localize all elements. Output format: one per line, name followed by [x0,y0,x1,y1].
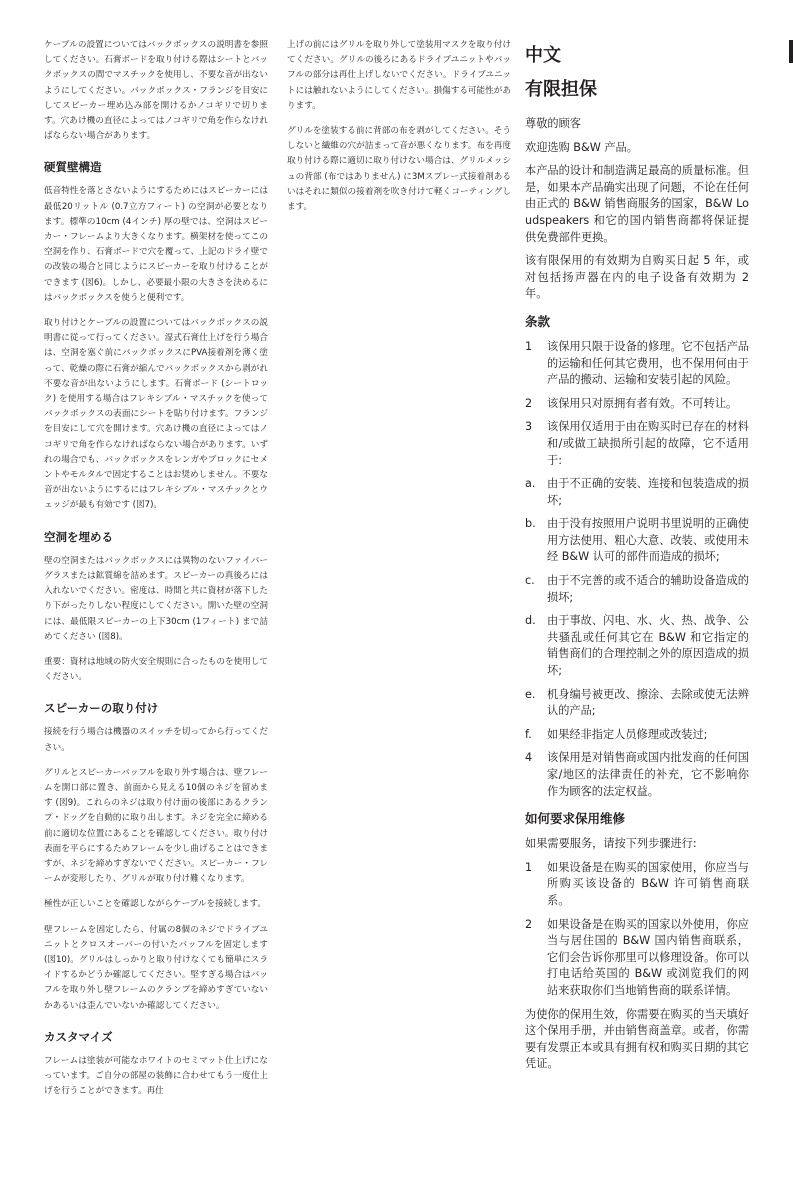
paragraph-fill-1: 壁の空洞またはバックボックスには異物のないファイバーグラスまたは鉱質綿を詰めます。スピーカーの真後ろには入れないでください。密度は、時間と共に資材が落下したり下がったりしない程度にしてください。開いた壁の空洞には、最低限スピーカーの上下30cm (1フィート) まで詰めてください (図8)。 [44,555,268,642]
list-item: 1 如果设备是在购买的国家使用，你应当与所购买该设备的 B&W 许可销售商联系。 [525,860,749,907]
paragraph-mount-2: グリルとスピーカーバッフルを取り外す場合は、壁フレームを開口部に置き、前面から見える10個のネジを留めます (図9)。これらのネジは取り付け面の後部にあるクランプ・ドッグを自動的に取り出します。ネジを完全に締める前に適切な位置にあることを確認してください。取り付け表面を平らにするためフレームを少し曲げることはできますが、ネジを締めすぎないでください。スピーカー・フレームが変形したり、グリルが取り付け難くなります。 [44,767,268,885]
heading-mount-speaker: スピーカーの取り付け [44,701,159,716]
paragraph-mount-1: 接続を行う場合は機器のスイッチを切ってから行ってください。 [44,727,268,753]
paragraph-mount-3: 極性が正しいことを確認しながらケーブルを接続します。 [44,899,266,910]
paragraph-greeting: 尊敬的顾客 [525,117,581,130]
list-item: 1 该保用只限于设备的修理。它不包括产品的运输和任何其它费用，也不保用何由于产品的搬动、运输和安装引起的风险。 [525,339,749,387]
paragraph-mount-4: 壁フレームを固定したら、付属の8個のネジでドライブユニットとクロスオーバーの付いたバッフルを固定します (図10)。グリルはしっかりと取り付けなくても簡単にスライドするかどうか確認してください。堅すぎる場合はバッフルを取り外し壁フレームのクランプを締めすぎていないかあるいは歪んでいないか確認してください。 [44,924,268,1011]
language-title: 中文 [525,45,561,66]
heading-solid-wall: 硬質壁構造 [44,160,102,175]
terms-list [525,339,749,800]
japanese-column-2 [287,38,511,225]
paragraph-final: 为使你的保用生效，你需要在购买的当天填好这个保用手册，并由销售商盖章。或者，你需要有发票正本或具有拥有权和购买日期的其它凭证。 [525,1007,749,1071]
list-item: c. 由于不完善的或不适合的辅助设备造成的损坏; [525,574,749,604]
list-item: b. 由于没有按照用户说明书里说明的正确使用方法使用、粗心大意、改装、或使用未经 B&W 认可的部件而造成的损坏; [525,517,749,564]
paragraph-solid-1: 低音特性を落とさないようにするためにはスピーカーには最低20リットル (0.7立方フィート) の空洞が必要となります。標準の10cm (4インチ) 厚の壁では、空洞はスピーカー・フレームより大きくなります。横架材を使ってこの空洞を作り、石膏ボードで穴を覆って、上記のドライ壁での改装の場合と同じようにスピーカーを取り付けることができます (図6)。しかし、必要最小限の大きさを決めるにはバックボックスを使うと便利です。 [44,186,268,303]
paragraph-period: 该有限保用的有效期为自购买日起 5 年，或对包括扬声器在内的电子设备有效期为 2 年。 [525,254,749,301]
list-item: f. 如果经非指定人员修理或改装过; [525,727,708,741]
paragraph-continued-1: 上げの前にはグリルを取り外して塗装用マスクを取り付けてください。グリルの後ろにあるドライブユニットやバッフルの部分は再仕上げしないでください。ドライブユニットには触れないようにしてください。損傷する可能性があります。 [287,40,511,111]
japanese-column-1 [44,38,268,1109]
paragraph-design: 本产品的设计和制造满足最高的质量标准。但是，如果本产品确实出现了问题，不论在任何由正式的 B&W 销售商服务的国家，B&W Loudspeakers 和它的国内销售商都将保证提供免费部件更换。 [525,164,749,244]
paragraph-continued-2: グリルを塗装する前に背部の布を剥がしてください。そうしないと繊維の穴が詰まって音が悪くなります。布を再度取り付ける際に適切に取り付けない場合は、グリルメッシュの背部 (布ではありません) に3Mスプレー式接着剤あるいはそれに類似の接着剤を吹き付けて軽くコーティングします。 [287,126,511,213]
paragraph-request: 如果需要服务，请按下列步骤进行: [525,837,697,851]
paragraph-welcome: 欢迎选购 B&W 产品。 [525,140,638,154]
list-item: 2 如果设备是在购买的国家以外使用，你应当与居住国的 B&W 国内销售商联系，它们会告诉你那里可以修理设备。你可以打电话给英国的 B&W 或浏览我们的网站来获取你们当地销售商的联系详情。 [525,917,749,997]
steps-list [525,860,749,1000]
list-item: a. 由于不正确的安装、连接和包装造成的损坏; [525,477,749,507]
list-item: 2 该保用只对原拥有者有效。不可转让。 [525,396,738,410]
paragraph-solid-2: 取り付けとケーブルの設置についてはバックボックスの説明書に従って行ってください。湿式石膏仕上げを行う場合は、空洞を塞ぐ前にバックボックスにPVA接着剤を薄く塗って、乾燥の際に石膏が縮んでバックボックスから剥がれ不要な音が出ないようにします。石膏ボード (シートロック) を使用する場合はフレキシブル・マスチックを使ってバックボックスの表面にシートを貼り付けます。フランジを目安にして穴を開けます。穴あけ機の直径によってはノコギリで角を作らなければならない場合があります。いずれの場合でも、バックボックスをレンガやブロックにセメントやモルタルで固定することはお奨めしません。不要な音が出ないようにするにはフレキシブル・マスチックとウェッジが最も有効です (図7)。 [44,318,268,511]
list-item: e. 机身编号被更改、擦涂、去除或使无法辨认的产品; [525,687,749,718]
paragraph-intro: ケーブルの設置についてはバックボックスの説明書を参照してください。石膏ボードを取り付ける際はシートとバックボックスの間でマスチックを使用し、不要な音が出ないようにしてください。バックボックス・フランジを目安にしてスピーカー埋め込み部を開けるかノコギリで切ります。穴あけ機の直径によってはノコギリで角を作らなければならない場合があります。 [44,40,268,142]
warranty-subtitle: 有限担保 [525,79,597,100]
heading-fill-cavity: 空洞を埋める [44,529,113,544]
list-item: d. 由于事故、闪电、水、火、热、战争、公共骚乱或任何其它在 B&W 和它指定的销售商们的合理控制之外的原因造成的损坏; [525,614,749,678]
heading-customize: カスタマイズ [44,1029,113,1044]
list-item: 4 该保用是对销售商或国内批发商的任何国家/地区的法律责任的补充，它不影响你作为顾客的法定权益。 [525,751,749,798]
section-tab-marker [789,40,793,63]
heading-terms: 条款 [525,313,551,329]
heading-request-service: 如何要求保用维修 [525,811,626,827]
chinese-warranty-column [525,38,749,1080]
list-item: 3 该保用仅适用于由在购买时已存在的材料和/或做工缺损所引起的故障，它不适用于: [525,420,749,467]
paragraph-fill-2: 重要：資材は地域の防火安全規則に合ったものを使用してください。 [44,656,268,683]
paragraph-customize: フレームは塗装が可能なホワイトのセミマット仕上げになっています。ご自分の部屋の装飾に合わせてもう一度仕上げを行うことができます。再仕 [44,1055,268,1097]
